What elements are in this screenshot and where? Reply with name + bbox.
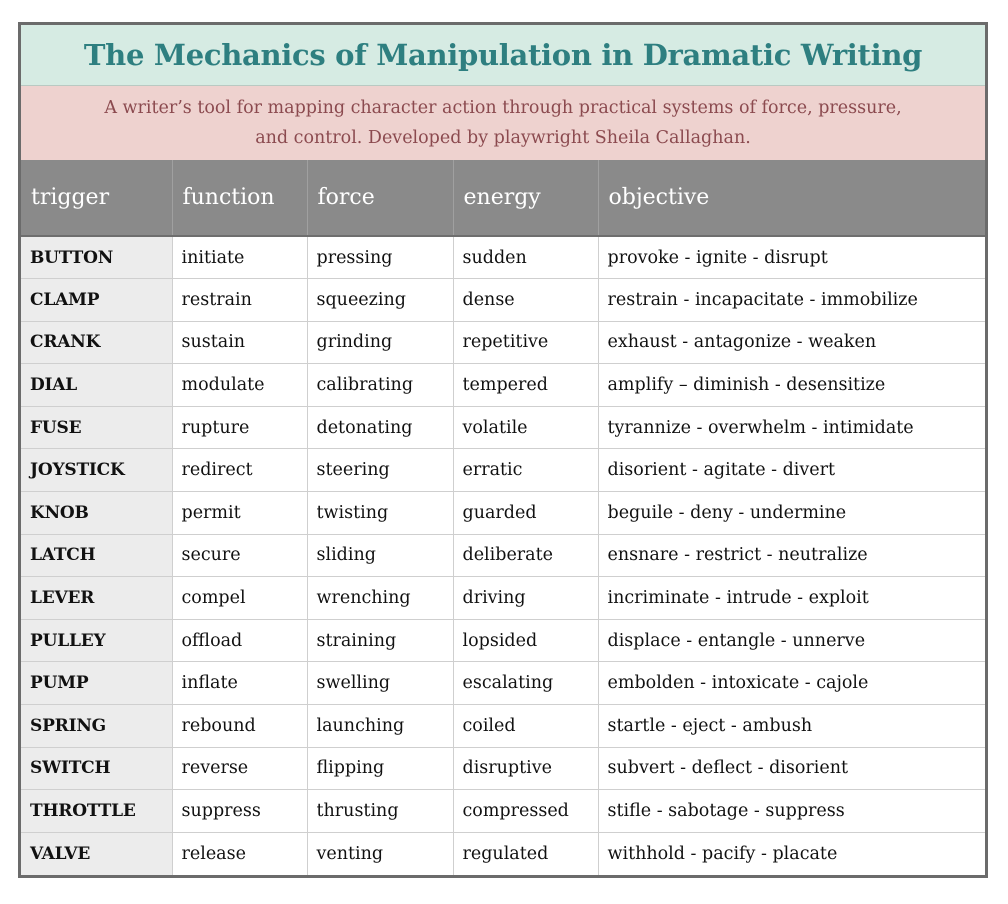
table-row bbox=[21, 321, 985, 364]
objective-cell: startle - eject - ambush bbox=[598, 705, 985, 748]
table-row bbox=[21, 364, 985, 407]
energy-cell: sudden bbox=[453, 236, 598, 279]
function-cell: reverse bbox=[172, 747, 307, 790]
energy-cell: compressed bbox=[453, 790, 598, 833]
function-cell: offload bbox=[172, 619, 307, 662]
objective-cell: ensnare - restrict - neutralize bbox=[598, 534, 985, 577]
force-cell: calibrating bbox=[307, 364, 453, 407]
objective-cell: provoke - ignite - disrupt bbox=[598, 236, 985, 279]
function-cell: initiate bbox=[172, 236, 307, 279]
header-energy: energy bbox=[453, 160, 598, 236]
function-cell: secure bbox=[172, 534, 307, 577]
energy-cell: coiled bbox=[453, 705, 598, 748]
function-cell: suppress bbox=[172, 790, 307, 833]
force-cell: swelling bbox=[307, 662, 453, 705]
table-body bbox=[21, 236, 985, 875]
objective-cell: tyrannize - overwhelm - intimidate bbox=[598, 406, 985, 449]
force-cell: launching bbox=[307, 705, 453, 748]
trigger-cell: JOYSTICK bbox=[21, 449, 172, 492]
force-cell: straining bbox=[307, 619, 453, 662]
objective-cell: embolden - intoxicate - cajole bbox=[598, 662, 985, 705]
function-cell: permit bbox=[172, 492, 307, 535]
table-row bbox=[21, 406, 985, 449]
function-cell: inflate bbox=[172, 662, 307, 705]
table-row bbox=[21, 534, 985, 577]
header-function: function bbox=[172, 160, 307, 236]
table-row bbox=[21, 619, 985, 662]
table-row bbox=[21, 449, 985, 492]
trigger-cell: LATCH bbox=[21, 534, 172, 577]
function-cell: rupture bbox=[172, 406, 307, 449]
table-row bbox=[21, 790, 985, 833]
function-cell: sustain bbox=[172, 321, 307, 364]
trigger-cell: CLAMP bbox=[21, 279, 172, 322]
energy-cell: escalating bbox=[453, 662, 598, 705]
table-row bbox=[21, 279, 985, 322]
trigger-cell: FUSE bbox=[21, 406, 172, 449]
header-objective: objective bbox=[598, 160, 985, 236]
header-force: force bbox=[307, 160, 453, 236]
energy-cell: regulated bbox=[453, 832, 598, 875]
objective-cell: subvert - deflect - disorient bbox=[598, 747, 985, 790]
objective-cell: restrain - incapacitate - immobilize bbox=[598, 279, 985, 322]
objective-cell: stifle - sabotage - suppress bbox=[598, 790, 985, 833]
energy-cell: repetitive bbox=[453, 321, 598, 364]
function-cell: compel bbox=[172, 577, 307, 620]
energy-cell: lopsided bbox=[453, 619, 598, 662]
trigger-cell: CRANK bbox=[21, 321, 172, 364]
energy-cell: disruptive bbox=[453, 747, 598, 790]
table-row bbox=[21, 492, 985, 535]
force-cell: sliding bbox=[307, 534, 453, 577]
table-row bbox=[21, 705, 985, 748]
table-row bbox=[21, 747, 985, 790]
energy-cell: deliberate bbox=[453, 534, 598, 577]
function-cell: release bbox=[172, 832, 307, 875]
objective-cell: beguile - deny - undermine bbox=[598, 492, 985, 535]
trigger-cell: PULLEY bbox=[21, 619, 172, 662]
table-row bbox=[21, 577, 985, 620]
energy-cell: volatile bbox=[453, 406, 598, 449]
trigger-cell: SWITCH bbox=[21, 747, 172, 790]
table-header bbox=[21, 160, 985, 236]
force-cell: flipping bbox=[307, 747, 453, 790]
trigger-cell: PUMP bbox=[21, 662, 172, 705]
subtitle-line-1: A writer’s tool for mapping character action through practical systems of force, pressure, bbox=[104, 98, 902, 118]
table-row bbox=[21, 236, 985, 279]
objective-cell: exhaust - antagonize - weaken bbox=[598, 321, 985, 364]
trigger-cell: BUTTON bbox=[21, 236, 172, 279]
force-cell: detonating bbox=[307, 406, 453, 449]
trigger-cell: VALVE bbox=[21, 832, 172, 875]
trigger-cell: SPRING bbox=[21, 705, 172, 748]
page-title: The Mechanics of Manipulation in Dramatic Writing bbox=[83, 38, 923, 72]
objective-cell: displace - entangle - unnerve bbox=[598, 619, 985, 662]
energy-cell: guarded bbox=[453, 492, 598, 535]
energy-cell: tempered bbox=[453, 364, 598, 407]
force-cell: venting bbox=[307, 832, 453, 875]
force-cell: wrenching bbox=[307, 577, 453, 620]
header-row bbox=[21, 160, 985, 236]
force-cell: steering bbox=[307, 449, 453, 492]
function-cell: restrain bbox=[172, 279, 307, 322]
function-cell: redirect bbox=[172, 449, 307, 492]
objective-cell: amplify – diminish - desensitize bbox=[598, 364, 985, 407]
objective-cell: disorient - agitate - divert bbox=[598, 449, 985, 492]
trigger-cell: DIAL bbox=[21, 364, 172, 407]
chart-frame bbox=[18, 22, 988, 878]
energy-cell: driving bbox=[453, 577, 598, 620]
manipulation-table bbox=[21, 160, 985, 875]
function-cell: rebound bbox=[172, 705, 307, 748]
energy-cell: dense bbox=[453, 279, 598, 322]
force-cell: squeezing bbox=[307, 279, 453, 322]
trigger-cell: LEVER bbox=[21, 577, 172, 620]
objective-cell: incriminate - intrude - exploit bbox=[598, 577, 985, 620]
force-cell: grinding bbox=[307, 321, 453, 364]
energy-cell: erratic bbox=[453, 449, 598, 492]
page-subtitle bbox=[104, 93, 901, 153]
table-row bbox=[21, 662, 985, 705]
trigger-cell: THROTTLE bbox=[21, 790, 172, 833]
subtitle-band bbox=[21, 86, 985, 160]
table-row bbox=[21, 832, 985, 875]
function-cell: modulate bbox=[172, 364, 307, 407]
objective-cell: withhold - pacify - placate bbox=[607, 843, 838, 864]
trigger-cell: KNOB bbox=[21, 492, 172, 535]
force-cell: thrusting bbox=[307, 790, 453, 833]
force-cell: pressing bbox=[307, 236, 453, 279]
force-cell: twisting bbox=[307, 492, 453, 535]
title-band bbox=[21, 25, 985, 86]
subtitle-line-2: and control. Developed by playwright Sheila Callaghan. bbox=[255, 128, 751, 148]
header-trigger: trigger bbox=[21, 160, 172, 236]
